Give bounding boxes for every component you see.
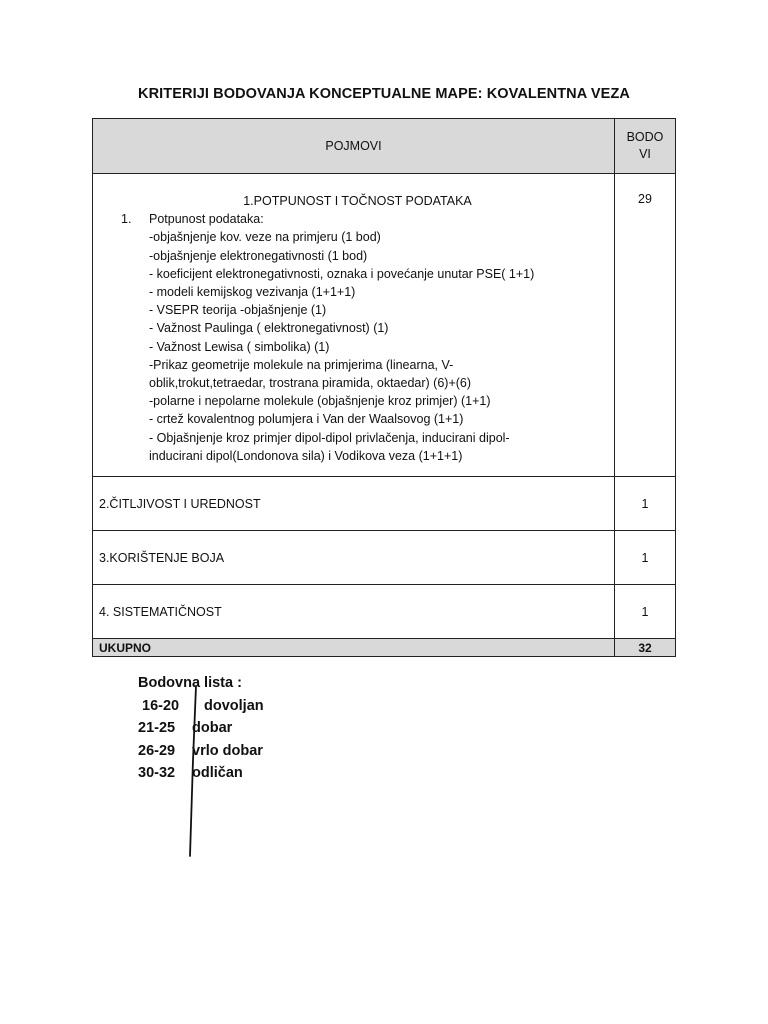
section1-line: -Prikaz geometrije molekule na primjerima (linearna, V- bbox=[149, 357, 454, 372]
document-title: KRITERIJI BODOVANJA KONCEPTUALNE MAPE: KOVALENTNA VEZA bbox=[138, 86, 630, 102]
grade-range: 21-25 bbox=[138, 720, 176, 736]
header-bodovi-line1: BODO bbox=[626, 130, 664, 144]
grade-name: vrlo dobar bbox=[192, 742, 263, 759]
section1-line: - modeli kemijskog vezivanja (1+1+1) bbox=[149, 285, 356, 300]
section1-line: - VSEPR teorija -objašnjenje (1) bbox=[149, 303, 327, 318]
section1-line: - Važnost Lewisa ( simbolika) (1) bbox=[149, 339, 330, 354]
grade-range: 26-29 bbox=[138, 742, 176, 759]
section1-line: - Objašnjenje kroz primjer dipol-dipol privlačenja, inducirani dipol- bbox=[149, 430, 510, 445]
grade-range: 16-20 bbox=[142, 697, 180, 714]
row-label: 3.KORIŠTENJE BOJA bbox=[93, 531, 615, 585]
section1-line: - Važnost Paulinga ( elektronegativnost) (1) bbox=[149, 321, 389, 336]
section1-title: 1.POTPUNOST I TOČNOST PODATAKA bbox=[243, 194, 472, 208]
section1-line: -objašnjenje kov. veze na primjeru (1 bod) bbox=[149, 230, 381, 245]
grade-name: dovoljan bbox=[204, 697, 264, 714]
section1-line: - crtež kovalentnog polumjera i Van der Waalsovog (1+1) bbox=[149, 412, 464, 427]
row-label: 2.ČITLJIVOST I UREDNOST bbox=[93, 477, 615, 531]
section1-line: -objašnjenje elektronegativnosti (1 bod) bbox=[149, 248, 368, 263]
grade-name: odličan bbox=[192, 765, 243, 781]
grade-range: 30-32 bbox=[138, 765, 176, 781]
header-pojmovi: POJMOVI bbox=[93, 119, 615, 174]
row-points: 1 bbox=[615, 477, 676, 531]
section1-line: inducirani dipol(Londonova sila) i Vodikova veza (1+1+1) bbox=[149, 448, 463, 463]
grading-title: Bodovna lista : bbox=[138, 675, 242, 691]
row-points: 1 bbox=[615, 585, 676, 639]
section1-item-title: Potpunost podataka: bbox=[149, 212, 264, 227]
row-points: 1 bbox=[615, 531, 676, 585]
total-points: 32 bbox=[615, 639, 676, 657]
section1-line: - koeficijent elektronegativnosti, oznaka i povećanje unutar PSE( 1+1) bbox=[149, 266, 535, 281]
grade-name: dobar bbox=[192, 720, 233, 736]
section1-line: -polarne i nepolarne molekule (objašnjenje kroz primjer) (1+1) bbox=[149, 394, 491, 409]
total-label: UKUPNO bbox=[93, 639, 615, 657]
header-bodovi-line2: VI bbox=[639, 147, 651, 161]
section1-points: 29 bbox=[615, 174, 676, 477]
section1-line: oblik,trokut,tetraedar, trostrana piramida, oktaedar) (6)+(6) bbox=[149, 376, 472, 391]
row-label: 4. SISTEMATIČNOST bbox=[93, 585, 615, 639]
section1-item-number: 1. bbox=[121, 212, 132, 227]
